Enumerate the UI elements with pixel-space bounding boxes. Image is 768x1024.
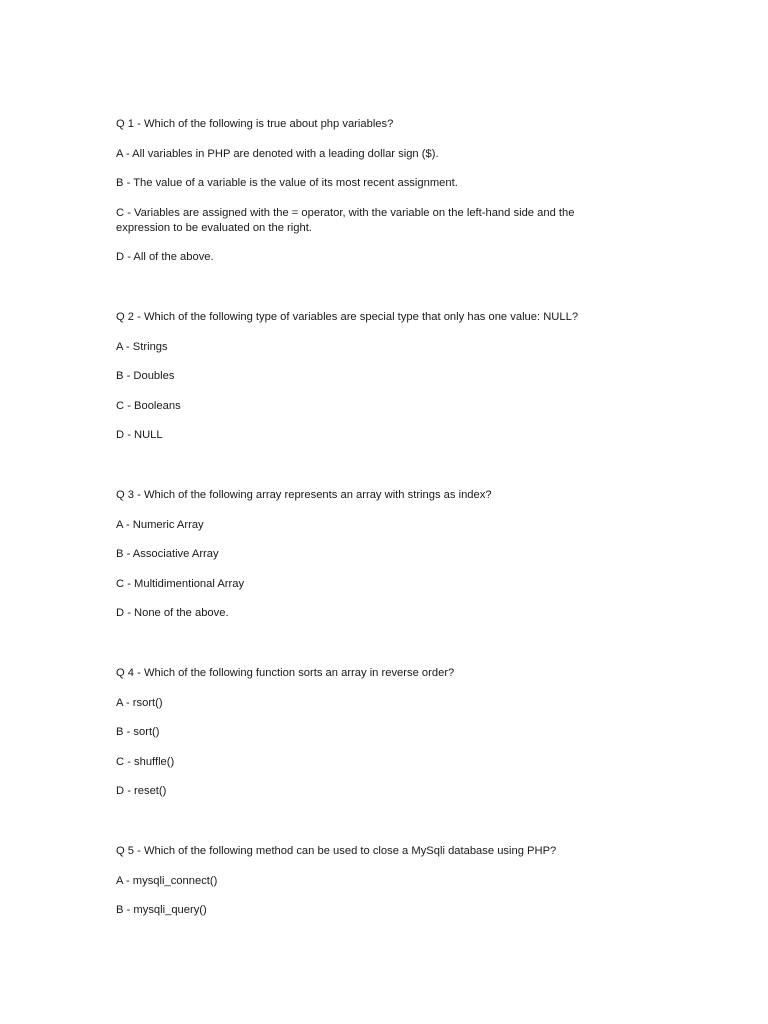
answer-option-c: C - shuffle(): [116, 755, 175, 768]
answer-option-b: B - The value of a variable is the value of its most recent assignment.: [116, 177, 458, 189]
question-block-4: [116, 666, 616, 799]
answer-option-a: A - Numeric Array: [116, 518, 204, 531]
answer-option-a: A - mysqli_connect(): [116, 874, 218, 887]
question-block-2: [116, 310, 616, 443]
answer-option-d: D - NULL: [116, 429, 163, 441]
answer-option-a: A - rsort(): [116, 696, 163, 709]
answer-option-c: C - Variables are assigned with the = operator, with the variable on the left-hand side and the expression to be evaluated on the right.: [116, 206, 575, 234]
answer-option-c: C - Multidimentional Array: [116, 577, 245, 590]
answer-option-b: B - sort(): [116, 726, 160, 738]
answer-option-b: B - Associative Array: [116, 548, 219, 560]
answer-option-d: D - All of the above.: [116, 251, 214, 263]
answer-option-a: A - Strings: [116, 340, 168, 353]
question-block-3: [116, 488, 616, 621]
answer-option-b: B - mysqli_query(): [116, 904, 207, 916]
answer-option-b: B - Doubles: [116, 370, 175, 382]
question-text: Q 5 - Which of the following method can be used to close a MySqli database using PHP?: [116, 845, 557, 857]
answer-option-a: A - All variables in PHP are denoted with a leading dollar sign ($).: [116, 147, 439, 160]
answer-option-d: D - None of the above.: [116, 607, 229, 619]
question-text: Q 3 - Which of the following array represents an array with strings as index?: [116, 489, 492, 501]
question-text: Q 4 - Which of the following function sorts an array in reverse order?: [116, 667, 455, 679]
question-text: Q 1 - Which of the following is true about php variables?: [116, 118, 394, 130]
question-text: Q 2 - Which of the following type of variables are special type that only has one value: NULL?: [116, 311, 579, 323]
question-block-1: [116, 117, 616, 265]
document-page: [116, 117, 616, 933]
answer-option-d: D - reset(): [116, 785, 167, 797]
question-block-5: [116, 844, 616, 918]
answer-option-c: C - Booleans: [116, 399, 181, 412]
